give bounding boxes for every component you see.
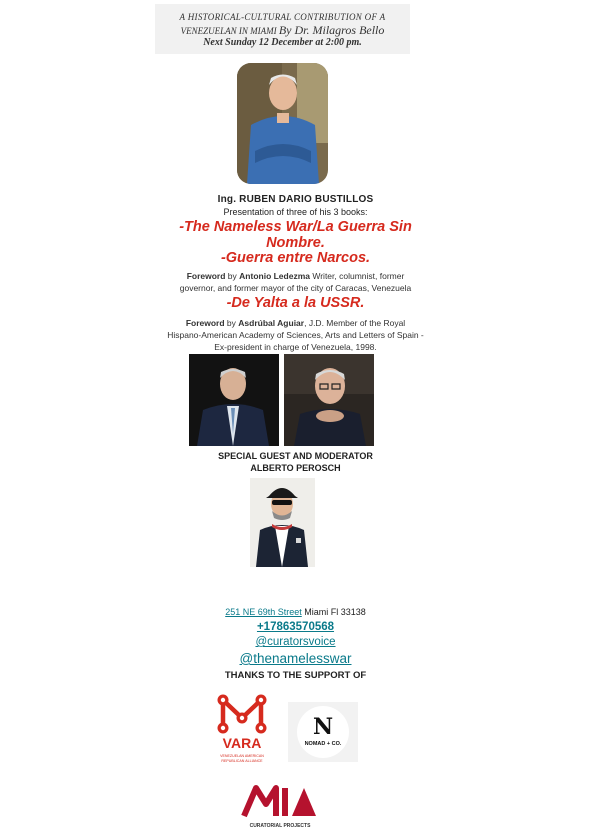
book-1-title-line-1: -The Nameless War/La Guerra Sin [179,219,412,235]
vara-logo-sub-2: REPUBLICAN ALLIANCE [221,759,263,763]
vara-logo [211,688,273,766]
guest-title: SPECIAL GUEST AND MODERATOR [218,451,373,461]
foreword-photo-aguiar [189,354,279,446]
header-date: Next Sunday 12 December at 2:00 pm. [203,37,362,48]
book-3-title: -De Yalta a la USSR. [226,295,365,311]
nomad-logo-letter: N [312,714,334,740]
guest-photo [250,478,315,567]
foreword-2-desc: , J.D. Member of the Royal [304,318,406,328]
foreword-2-label: Foreword [185,318,225,328]
mia-logo [240,782,320,832]
foreword-1-by: by [227,271,237,281]
vara-logo-sub-1: VENEZUELAN AMERICAN [220,754,264,758]
address [0,607,591,617]
book-2-title: -Guerra entre Narcos. [220,250,371,266]
phone-link[interactable]: +17863570568 [256,621,335,633]
speaker-photo [237,63,328,184]
nomad-logo-text: NOMAD + CO. [304,741,342,747]
header-line-2-prefix: VENEZUELAN IN MIAMI [180,26,277,36]
book-1-title-line-2: Nombre. [266,235,325,251]
vara-logo-text: VARA [222,735,262,751]
address-street-link[interactable]: 251 NE 69th Street [225,607,302,617]
foreword-2-line-3: Ex-president in charge of Venezuela, 1998. [214,342,377,352]
presentation-text: Presentation of three of his 3 books: [223,207,368,217]
foreword-1-label: Foreword [186,271,226,281]
foreword-2-name: Asdrúbal Aguiar [238,318,305,328]
foreword-1-line-1 [0,271,591,282]
foreword-1-desc: Writer, columnist, former [310,271,405,281]
foreword-1-name: Antonio Ledezma [239,271,310,281]
header-line-2 [155,23,410,38]
address-city: Miami Fl 33138 [301,607,366,617]
guest-name: ALBERTO PEROSCH [250,463,341,473]
speaker-name: Ing. RUBEN DARIO BUSTILLOS [217,194,374,205]
foreword-2-by: by [226,318,236,328]
header-line-1: A HISTORICAL-CULTURAL CONTRIBUTION OF A [179,12,386,22]
thanks-heading: THANKS TO THE SUPPORT OF [224,670,367,681]
nomad-logo [288,702,358,762]
curatorsvoice-link[interactable]: @curatorsvoice [255,636,336,648]
foreword-photo-ledezma [284,354,374,446]
foreword-2-line-1 [0,318,591,329]
thenamelesswar-link[interactable]: @thenamelesswar [239,651,352,666]
foreword-2-line-2: Hispano-American Academy of Sciences, Arts and Letters of Spain - [167,330,424,340]
header-author: By Dr. Milagros Bello [278,23,385,37]
foreword-1-line-2: governor, and former mayor of the city of Caracas, Venezuela [179,283,412,293]
mia-logo-sub: CURATORIAL PROJECTS [249,823,311,829]
